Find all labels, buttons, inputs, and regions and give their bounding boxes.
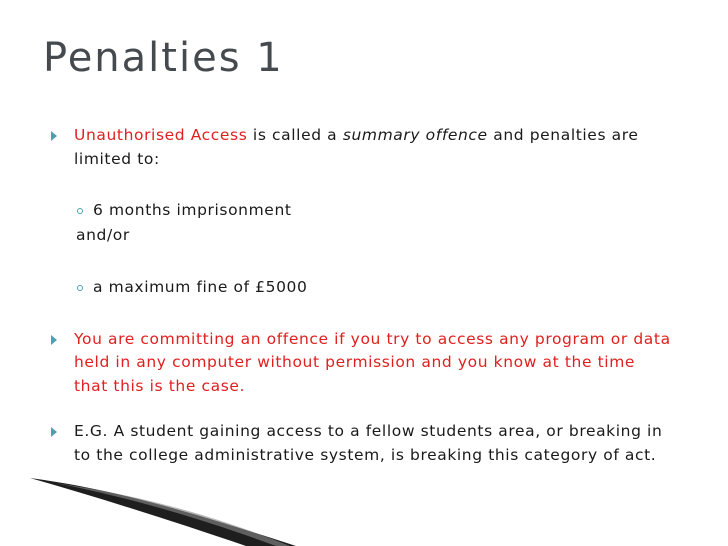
sub-bullet-text: 6 months imprisonment xyxy=(93,201,292,219)
emphasis-term: summary offence xyxy=(342,126,488,144)
bullet-text: and penalties are limited to: xyxy=(74,126,639,168)
sub-bullet-text: a maximum fine of £5000 xyxy=(93,278,308,296)
highlight-term: Unauthorised Access xyxy=(74,126,248,144)
bullet-text: You are committing an offence if you try to access any program or data held in any computer without permission and you know at the time that this is the case. xyxy=(74,329,671,395)
connector-text: and/or xyxy=(76,225,130,244)
bullet-text: E.G. A student gaining access to a fellow students area, or breaking in to the college administrative system, is breaking this category of act. xyxy=(74,422,663,464)
bullet-text: is called a xyxy=(247,126,343,144)
slide-title: Penalties 1 xyxy=(43,35,284,81)
